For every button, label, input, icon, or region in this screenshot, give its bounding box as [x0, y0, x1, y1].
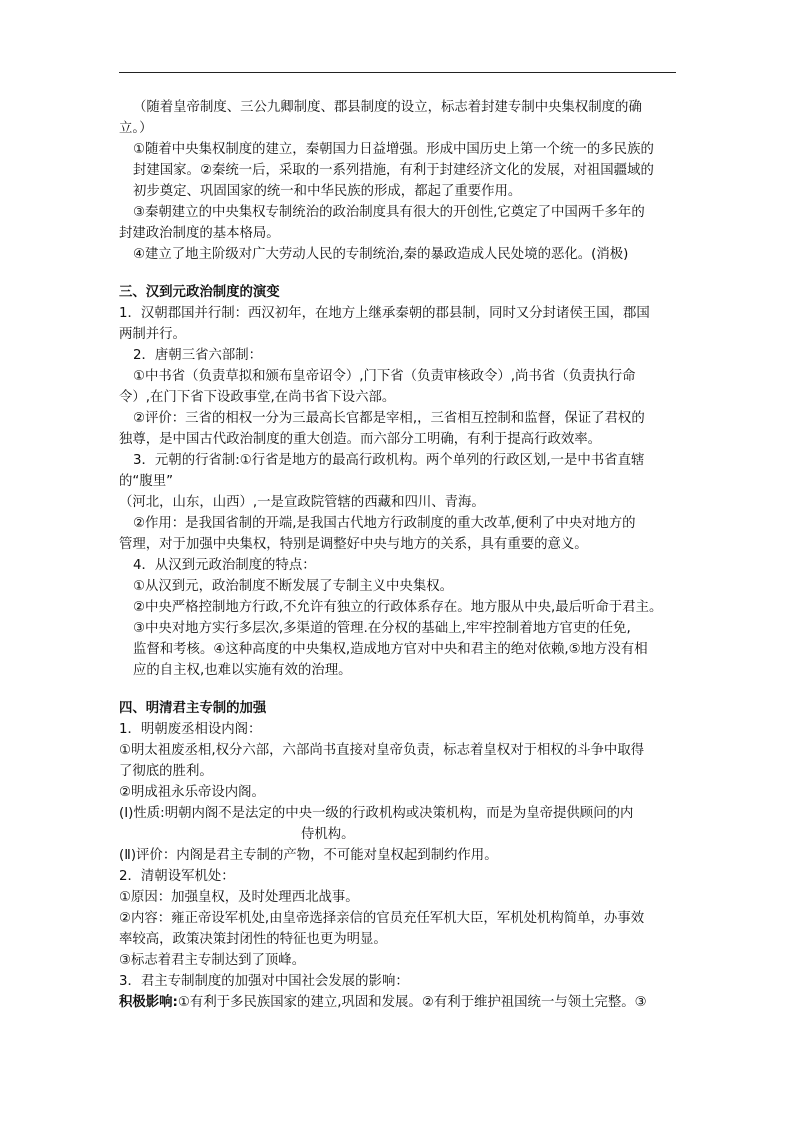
section-heading: 三、汉到元政治制度的演变 — [119, 285, 280, 300]
text-line: 1．明朝废丞相设内阁： — [119, 722, 262, 737]
section-heading: 四、明清君主专制的加强 — [119, 701, 267, 716]
text-line: 两制并行。 — [119, 327, 186, 342]
text-line: (Ⅰ)性质:明朝内阁不是法定的中央一级的行政机构或决策机构，而是为皇帝提供顾问的内 — [119, 806, 634, 821]
text-line: 令）,在门下省下设政事堂,在尚书省下设六部。 — [119, 390, 396, 405]
section-gap — [119, 681, 679, 698]
text-line: （随着皇帝制度、三公九卿制度、郡县制度的设立，标志着封建专制中央集权制度的确 — [133, 100, 642, 115]
text-line: ③标志着君主专制达到了顶峰。 — [119, 953, 306, 968]
text-line: 封建国家。②秦统一后，采取的一系列措施，有利于封建经济文化的发展，对祖国疆域的 — [133, 163, 654, 178]
text-line: 初步奠定、巩固国家的统一和中华民族的形成，都起了重要作用。 — [133, 184, 522, 199]
text-line: ①明太祖废丞相,权分六部，六部尚书直接对皇帝负责，标志着皇权对于相权的斗争中取得 — [119, 743, 645, 758]
text-line: 3．君主专制制度的加强对中国社会发展的影响： — [119, 974, 409, 989]
text-line: ①从汉到元，政治制度不断发展了专制主义中央集权。 — [133, 579, 453, 594]
text-line: 管理，对于加强中央集权，特别是调整好中央与地方的关系，具有重要的意义。 — [119, 537, 588, 552]
text-line: 的“腹里” — [119, 474, 174, 489]
text-line: 封建政治制度的基本格局。 — [119, 226, 280, 241]
text-line: ①随着中央集权制度的建立，秦朝国力日益增强。形成中国历史上第一个统一的多民族的 — [133, 142, 654, 157]
text-line: 4．从汉到元政治制度的特点： — [133, 558, 316, 573]
text-line: ④建立了地主阶级对广大劳动人民的专制统治,秦的暴政造成人民处境的恶化。(消极) — [133, 247, 629, 262]
text-line: ②评价：三省的相权一分为三最高长官都是宰相,，三省相互控制和监督，保证了君权的 — [133, 411, 645, 426]
text-line: 立。） — [119, 121, 153, 136]
text-line — [119, 992, 679, 1013]
text-line: 2．清朝设军机处： — [119, 869, 235, 884]
inline-text: ①有利于多民族国家的建立,巩固和发展。②有利于维护祖国统一与领土完整。③ — [177, 995, 647, 1010]
text-line: ③中央对地方实行多层次,多渠道的管理.在分权的基础上,牢牢控制着地方官吏的任免, — [133, 621, 631, 636]
text-line: ②作用：是我国省制的开端,是我国古代地方行政制度的重大改革,便利了中央对地方的 — [133, 516, 636, 531]
text-line: 率较高，政策决策封闭性的特征也更为明显。 — [119, 932, 387, 947]
text-line: 监督和考核。④这种高度的中央集权,造成地方官对中央和君主的绝对依赖,⑤地方没有相 — [133, 642, 648, 657]
text-line: 应的自主权,也难以实施有效的治理。 — [133, 663, 352, 678]
text-line: ①中书省（负责草拟和颁布皇帝诏令）,门下省（负责审核政令）,尚书省（负责执行命 — [133, 369, 636, 384]
text-line: 3．元朝的行省制:①行省是地方的最高行政机构。两个单列的行政区划,一是中书省直辖 — [133, 453, 645, 468]
document-body — [119, 97, 679, 1013]
text-line: ②内容：雍正帝设军机处,由皇帝选择亲信的官员充任军机大臣，军机处机构简单，办事效 — [119, 911, 645, 926]
header-rule — [119, 72, 676, 73]
text-line: ②中央严格控制地方行政,不允许有独立的行政体系存在。地方服从中央,最后听命于君主。 — [133, 600, 663, 615]
text-line: ③秦朝建立的中央集权专制统治的政治制度具有很大的开创性,它奠定了中国两千多年的 — [133, 205, 645, 220]
text-line: 2．唐朝三省六部制： — [133, 348, 263, 363]
text-line: 1．汉朝郡国并行制：西汉初年，在地方上继承秦朝的郡县制，同时又分封诸侯王国，郡国 — [119, 306, 650, 321]
text-line: ①原因：加强皇权，及时处理西北战事。 — [119, 890, 359, 905]
inline-bold-label: 积极影响: — [119, 995, 178, 1010]
text-line: （河北，山东，山西）,一是宣政院管辖的西藏和四川、青海。 — [119, 495, 485, 510]
text-line: 了彻底的胜利。 — [119, 764, 213, 779]
text-line: 侍机构。 — [301, 827, 355, 842]
text-line: 独尊，是中国古代政治制度的重大创造。而六部分工明确，有利于提高行政效率。 — [119, 432, 602, 447]
text-line: ②明成祖永乐帝设内阁。 — [119, 785, 265, 800]
section-gap — [119, 265, 679, 282]
text-line: (Ⅱ)评价：内阁是君主专制的产物，不可能对皇权起到制约作用。 — [119, 848, 498, 863]
